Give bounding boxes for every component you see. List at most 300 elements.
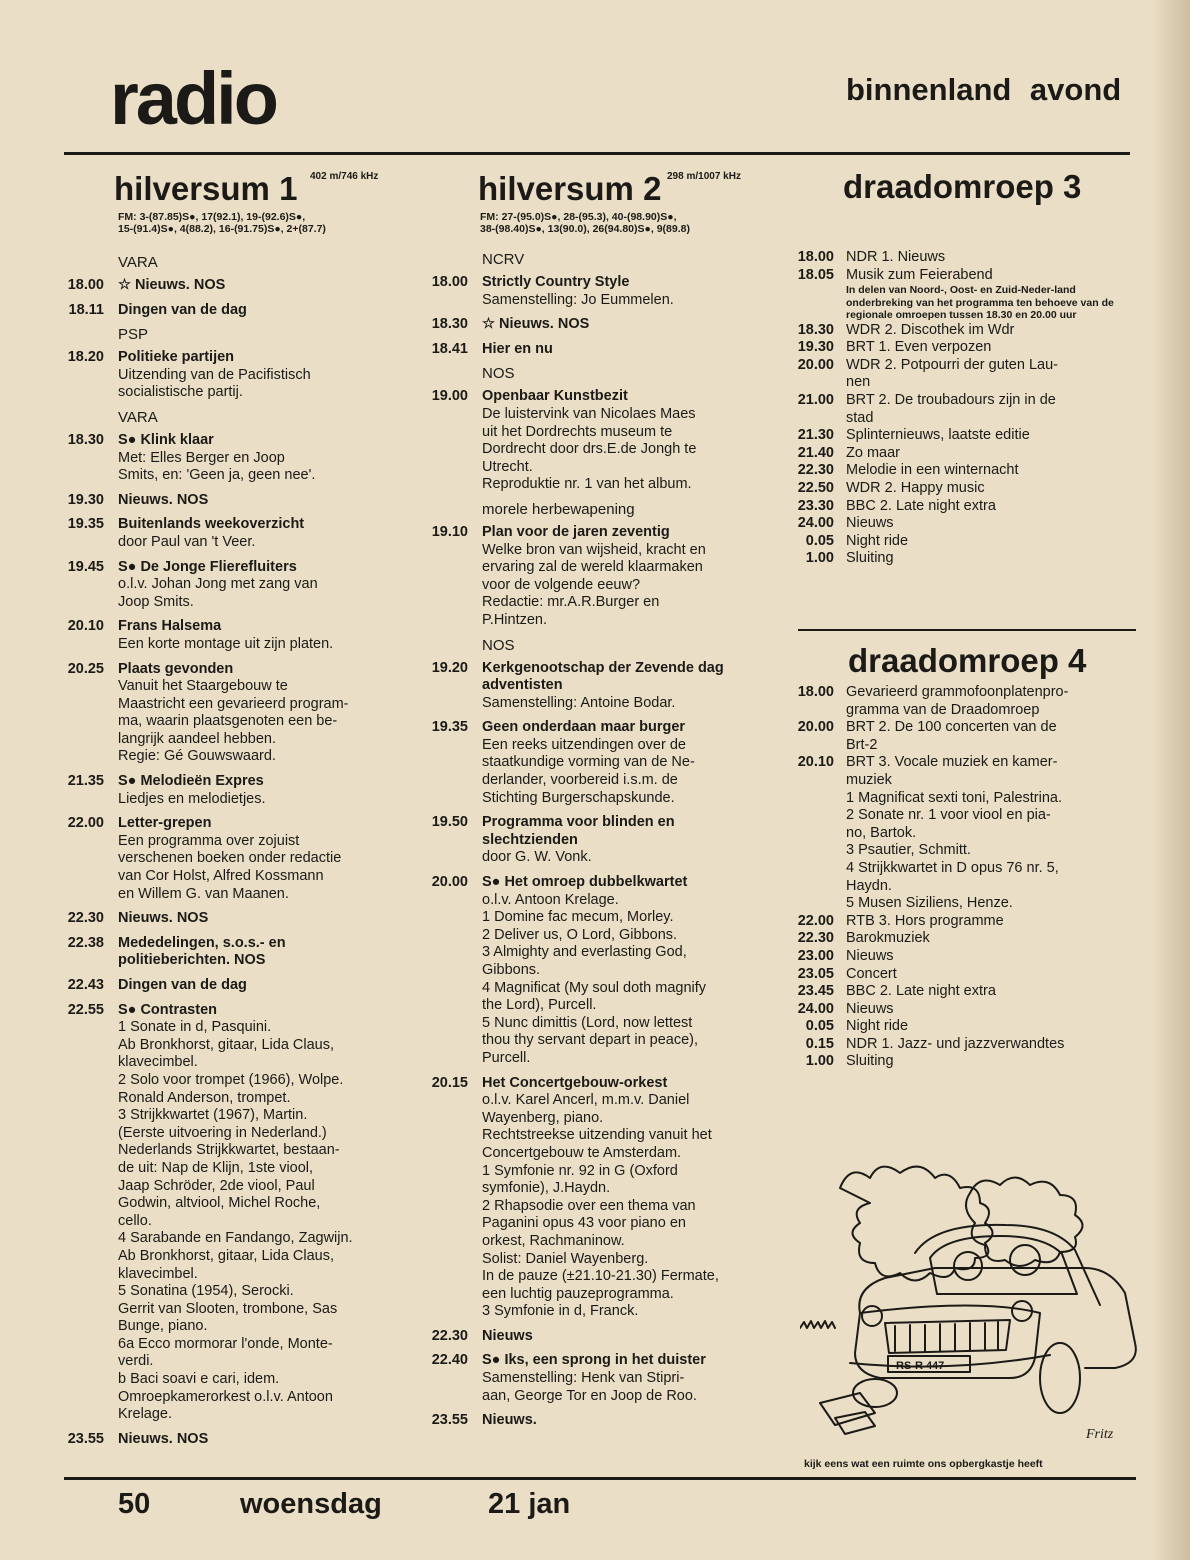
program-time: 20.10	[797, 754, 834, 771]
program-time: 22.38	[67, 934, 104, 951]
program-entry	[52, 935, 397, 970]
program-title: Programma voor blinden en	[482, 814, 675, 831]
program-details	[118, 349, 397, 402]
program-details	[846, 533, 1136, 551]
program-entry	[416, 341, 788, 359]
program-entry	[416, 316, 788, 334]
program-details	[846, 427, 1136, 445]
program-description: De luistervink van Nicolaes Maes	[482, 405, 696, 422]
program-title: S● Het omroep dubbelkwartet	[482, 874, 688, 891]
program-description: ervaring zal de wereld klaarmaken	[482, 559, 703, 576]
program-description: Purcell.	[482, 1049, 531, 1066]
program-title: Letter-grepen	[118, 815, 212, 832]
program-details	[118, 559, 397, 612]
page-edge-shadow	[1150, 0, 1190, 1560]
program-details	[846, 983, 1136, 1001]
program-time: 22.00	[797, 912, 834, 929]
program-details	[482, 660, 788, 713]
program-title: Nieuws	[846, 947, 894, 964]
program-description: verdi.	[118, 1353, 154, 1370]
program-title: Nieuws	[846, 515, 894, 532]
program-description: Solist: Daniel Wayenberg.	[482, 1250, 649, 1267]
program-description: gramma van de Draadomroep	[846, 701, 1040, 718]
program-entry	[796, 966, 1136, 984]
program-details	[482, 1352, 788, 1405]
draadomroep-4-heading: draadomroep 4	[848, 642, 1087, 679]
program-details	[846, 754, 1136, 912]
program-description: Een korte montage uit zijn platen.	[118, 635, 334, 652]
program-title: Melodie in een winternacht	[846, 462, 1019, 479]
program-details	[846, 913, 1136, 931]
program-title-cont: slechtzienden	[482, 831, 578, 848]
program-entry	[796, 339, 1136, 357]
program-entry	[52, 432, 397, 485]
program-time: 19.50	[431, 814, 468, 831]
program-entry	[52, 559, 397, 612]
program-title: Dingen van de dag	[118, 301, 247, 318]
program-entry	[796, 445, 1136, 463]
program-details	[118, 910, 397, 928]
hilversum-1-heading: hilversum 1	[114, 170, 298, 207]
program-details	[846, 1036, 1136, 1054]
program-description: 4 Sarabande en Fandango, Zagwijn.	[118, 1230, 353, 1247]
program-details	[846, 480, 1136, 498]
program-details	[846, 392, 1136, 427]
program-details	[482, 316, 788, 334]
program-entry	[796, 1053, 1136, 1071]
program-entry	[796, 357, 1136, 392]
program-description: Gerrit van Slooten, trombone, Sas	[118, 1300, 338, 1317]
program-details	[482, 1412, 788, 1430]
program-description: derlander, voorbereid i.s.m. de	[482, 772, 678, 789]
program-title: Sluiting	[846, 550, 894, 567]
program-description: Liedjes en melodietjes.	[118, 790, 266, 807]
program-description: van Cor Holst, Alfred Kossmann	[118, 868, 324, 885]
program-description: P.Hintzen.	[482, 611, 548, 628]
section-label: binnenland avond	[846, 72, 1122, 107]
program-description: Utrecht.	[482, 458, 533, 475]
program-time: 19.35	[67, 516, 104, 533]
program-time: 21.40	[797, 444, 834, 461]
program-entry	[796, 754, 1136, 912]
program-description: Jaap Schröder, 2de viool, Paul	[118, 1177, 315, 1194]
program-title: Dingen van de dag	[118, 977, 247, 993]
program-title-cont: politieberichten. NOS	[118, 952, 266, 969]
program-details	[118, 516, 397, 551]
program-time: 23.45	[797, 983, 834, 1000]
program-description: uit het Dordrechts museum te	[482, 423, 673, 440]
hilversum-1-fm: FM: 3-(87.85)S●, 17(92.1), 19-(92.6)S●, 15-(91.4)S●, 4(88.2), 16-(91.75)S●, 2+(87.7)	[118, 211, 326, 235]
program-description: Samenstelling: Antoine Bodar.	[482, 694, 676, 711]
program-time: 18.30	[797, 321, 834, 338]
program-details	[846, 498, 1136, 516]
program-entry	[796, 480, 1136, 498]
artist-signature: Fritz	[1086, 1427, 1114, 1442]
program-entry	[416, 814, 788, 867]
hilversum-2-fm: FM: 27-(95.0)S●, 28-(95.3), 40-(98.90)S●, 38-(98.40)S●, 13(90.0), 26(94.80)S●, 9(89.8)	[480, 211, 690, 235]
program-entry	[796, 983, 1136, 1001]
program-entry	[796, 515, 1136, 533]
cartoon-caption: kijk eens wat een ruimte ons opbergkastje heeft	[804, 1458, 1043, 1470]
program-description: Maastricht een gevarieerd program-	[118, 695, 349, 712]
program-time: 20.15	[431, 1074, 468, 1091]
program-description: stad	[846, 409, 874, 426]
hilversum-2-heading: hilversum 2	[478, 170, 662, 207]
program-time: 20.10	[67, 618, 104, 635]
program-entry	[796, 533, 1136, 551]
program-title: Gevarieerd grammofoonplatenpro-	[846, 684, 1069, 700]
driver-head-left	[954, 1252, 982, 1280]
tree-foliage	[840, 1167, 993, 1281]
program-time: 24.00	[797, 515, 834, 532]
program-description: 2 Rhapsodie over een thema van	[482, 1197, 696, 1214]
program-description: Samenstelling: Jo Eummelen.	[482, 291, 674, 308]
draadomroep-4-schedule	[796, 684, 1136, 1071]
program-entry	[52, 977, 397, 995]
program-details	[482, 874, 788, 1068]
program-title: BBC 2. Late night extra	[846, 497, 996, 514]
program-title: ☆ Nieuws. NOS	[482, 316, 590, 333]
program-description: Concertgebouw te Amsterdam.	[482, 1144, 682, 1161]
program-entry	[796, 684, 1136, 719]
program-entry	[52, 516, 397, 551]
program-title: RTB 3. Hors programme	[846, 912, 1004, 929]
program-title: Geen onderdaan maar burger	[482, 719, 686, 736]
program-title: WDR 2. Potpourri der guten Lau-	[846, 356, 1058, 373]
program-title: Het Concertgebouw-orkest	[482, 1074, 668, 1091]
program-time: 0.05	[805, 1018, 834, 1035]
program-entry	[796, 322, 1136, 340]
program-time: 18.00	[797, 249, 834, 265]
program-description: 3 Symfonie in d, Franck.	[482, 1303, 639, 1320]
program-description: klavecimbel.	[118, 1265, 198, 1282]
program-entry	[796, 913, 1136, 931]
program-description: 3 Almighty and everlasting God,	[482, 944, 687, 961]
program-title: BRT 2. De troubadours zijn in de	[846, 392, 1056, 409]
program-description: 1 Symfonie nr. 92 in G (Oxford	[482, 1162, 678, 1179]
program-details	[482, 274, 788, 309]
program-time: 20.00	[797, 719, 834, 736]
program-details	[118, 773, 397, 808]
program-description: de uit: Nap de Klijn, 1ste viool,	[118, 1159, 314, 1176]
program-time: 23.00	[797, 947, 834, 964]
program-description: Met: Elles Berger en Joop	[118, 449, 285, 466]
program-title: Kerkgenootschap der Zevende dag	[482, 659, 724, 676]
program-description: Samenstelling: Henk van Stipri-	[482, 1370, 685, 1387]
program-description: Ab Bronkhorst, gitaar, Lida Claus,	[118, 1247, 335, 1264]
hilversum-2-schedule	[416, 249, 788, 1437]
tree-foliage-right	[966, 1178, 1083, 1267]
program-time: 21.35	[67, 773, 104, 790]
car-grille	[885, 1320, 1010, 1353]
program-entry	[796, 267, 1136, 322]
program-details	[846, 948, 1136, 966]
program-description: Joop Smits.	[118, 593, 194, 610]
program-description: 4 Strijkkwartet in D opus 76 nr. 5,	[846, 859, 1059, 876]
program-details	[846, 515, 1136, 533]
program-entry	[416, 1412, 788, 1430]
program-title: Night ride	[846, 532, 909, 549]
program-description: symfonie), J.Haydn.	[482, 1180, 611, 1197]
program-description: Ronald Anderson, trompet.	[118, 1089, 291, 1106]
program-description: en Willem G. van Maanen.	[118, 885, 289, 902]
program-title: Openbaar Kunstbezit	[482, 388, 628, 405]
program-details	[118, 492, 397, 510]
program-description: Gibbons.	[482, 962, 541, 978]
program-details	[118, 935, 397, 970]
program-description: klavecimbel.	[118, 1054, 198, 1071]
program-time: 23.05	[797, 965, 834, 982]
program-details	[846, 719, 1136, 754]
program-description: Een reeks uitzendingen over de	[482, 736, 686, 753]
program-description: cello.	[118, 1212, 152, 1229]
program-time: 22.40	[431, 1352, 468, 1369]
program-description: 3 Psautier, Schmitt.	[846, 842, 971, 859]
program-title: Musik zum Feierabend	[846, 266, 993, 283]
program-description: staatkundige vorming van de Ne-	[482, 754, 695, 771]
program-description: 3 Strijkkwartet (1967), Martin.	[118, 1107, 308, 1124]
program-title: Nieuws.	[482, 1412, 537, 1429]
program-title: BBC 2. Late night extra	[846, 983, 996, 1000]
program-description: Dordrecht door drs.E.de Jongh te	[482, 441, 697, 458]
luggage	[820, 1393, 875, 1434]
program-description: (Eerste uitvoering in Nederland.)	[118, 1124, 327, 1141]
program-description: Vanuit het Staargebouw te	[118, 678, 288, 695]
program-details	[118, 1431, 397, 1449]
program-description: orkest, Rachmaninow.	[482, 1232, 625, 1249]
network-label: PSP	[118, 326, 149, 344]
program-title: BRT 3. Vocale muziek en kamer-	[846, 754, 1058, 771]
program-entry	[52, 302, 397, 320]
hilversum-1-schedule	[52, 252, 397, 1455]
program-title: WDR 2. Discothek im Wdr	[846, 321, 1015, 338]
program-time: 18.00	[797, 684, 834, 700]
program-title: Zo maar	[846, 444, 900, 461]
program-title: Nieuws	[846, 1000, 894, 1017]
program-entry	[796, 427, 1136, 445]
program-time: 22.50	[797, 480, 834, 497]
program-title: S● Contrasten	[118, 1001, 217, 1018]
program-title: Plaats gevonden	[118, 660, 234, 677]
program-description: Redactie: mr.A.R.Burger en	[482, 594, 660, 611]
program-title: Nieuws. NOS	[118, 491, 209, 508]
wheel-right	[1040, 1343, 1080, 1413]
program-details	[846, 249, 1136, 267]
program-description: een luchtig pauzeprogramma.	[482, 1285, 674, 1302]
hilversum-1-frequency: 402 m/746 kHz	[310, 171, 379, 182]
program-entry	[416, 388, 788, 494]
program-entry	[796, 550, 1136, 568]
program-title: NDR 1. Nieuws	[846, 249, 946, 265]
footer-day: woensdag	[240, 1488, 382, 1520]
program-title: Sluiting	[846, 1053, 894, 1070]
network-label: VARA	[118, 254, 158, 271]
program-description: 1 Magnificat sexti toni, Palestrina.	[846, 789, 1062, 806]
program-title: Concert	[846, 965, 897, 982]
program-entry	[52, 349, 397, 402]
program-entry	[796, 930, 1136, 948]
draadomroep-3-heading: draadomroep 3	[843, 168, 1082, 205]
program-time: 1.00	[805, 1053, 834, 1070]
program-entry	[416, 524, 788, 630]
program-time: 18.11	[68, 301, 104, 318]
program-description: Uitzending van de Pacifistisch	[118, 366, 311, 383]
program-description: Haydn.	[846, 877, 892, 894]
network-label: morele herbewapening	[482, 500, 635, 518]
program-entry	[52, 773, 397, 808]
program-details	[846, 684, 1136, 719]
program-time: 19.30	[67, 491, 104, 508]
program-description: verschenen boeken onder redactie	[118, 850, 342, 867]
program-details	[118, 618, 397, 653]
footer-date: 21 jan	[488, 1488, 571, 1520]
program-details	[118, 432, 397, 485]
draadomroep-3-schedule	[796, 249, 1136, 568]
program-time: 18.41	[431, 340, 468, 357]
program-time: 22.30	[67, 910, 104, 927]
program-entry	[416, 274, 788, 309]
program-title: S● Melodieën Expres	[118, 773, 264, 790]
program-entry	[52, 661, 397, 767]
program-title: S● Iks, een sprong in het duister	[482, 1352, 706, 1369]
program-time: 18.00	[67, 277, 104, 293]
license-plate-text: RS-R 447	[896, 1360, 945, 1372]
program-description: Smits, en: 'Geen ja, geen nee'.	[118, 467, 316, 484]
program-details	[118, 815, 397, 903]
program-time: 18.00	[431, 274, 468, 290]
program-details	[846, 930, 1136, 948]
program-description: Stichting Burgerschapskunde.	[482, 789, 675, 806]
program-details	[846, 550, 1136, 568]
program-title: S● De Jonge Flierefluiters	[118, 558, 297, 575]
program-details	[846, 1018, 1136, 1036]
program-entry	[52, 815, 397, 903]
program-description: socialistische partij.	[118, 384, 243, 401]
program-details	[118, 277, 397, 295]
car-cartoon	[800, 1148, 1140, 1448]
program-entry	[52, 277, 397, 295]
program-entry	[796, 1001, 1136, 1019]
program-title: Mededelingen, s.o.s.- en	[118, 934, 286, 951]
program-entry	[52, 618, 397, 653]
program-time: 23.55	[431, 1412, 468, 1429]
program-time: 0.05	[805, 532, 834, 549]
program-entry	[52, 1002, 397, 1424]
program-title: Buitenlands weekoverzicht	[118, 516, 305, 533]
program-description: nen	[846, 374, 871, 391]
program-details	[118, 302, 397, 320]
program-description: o.l.v. Antoon Krelage.	[482, 891, 619, 908]
page-title: radio	[110, 57, 276, 140]
program-title: Hier en nu	[482, 340, 553, 357]
program-details	[118, 977, 397, 995]
program-description: 2 Solo voor trompet (1966), Wolpe.	[118, 1071, 344, 1088]
network-label: VARA	[118, 408, 158, 426]
program-details	[846, 339, 1136, 357]
program-description: the Lord), Purcell.	[482, 997, 597, 1014]
program-description: door G. W. Vonk.	[482, 849, 592, 866]
program-entry	[796, 1036, 1136, 1054]
program-description: o.l.v. Karel Ancerl, m.m.v. Daniel	[482, 1092, 690, 1109]
program-note: In delen van Noord-, Oost- en Zuid-Neder-land onderbreking van het programma ten behoeve van de regionale omroepen tussen 18.30 en 20.00 uur	[846, 284, 1114, 322]
program-time: 19.30	[797, 339, 834, 356]
program-time: 21.30	[797, 427, 834, 444]
program-title: Nieuws. NOS	[118, 910, 209, 927]
program-details	[846, 966, 1136, 984]
program-time: 22.30	[797, 462, 834, 479]
program-description: door Paul van 't Veer.	[118, 533, 256, 550]
program-time: 22.43	[67, 977, 104, 993]
program-time: 22.30	[797, 930, 834, 947]
program-details	[846, 1053, 1136, 1071]
program-title: BRT 2. De 100 concerten van de	[846, 719, 1057, 736]
program-time: 21.00	[797, 392, 834, 409]
program-description: 1 Sonate in d, Pasquini.	[118, 1019, 272, 1036]
program-description: o.l.v. Johan Jong met zang van	[118, 576, 318, 593]
program-details	[846, 357, 1136, 392]
program-details	[482, 388, 788, 494]
program-description: Een programma over zojuist	[118, 832, 300, 849]
top-rule	[64, 152, 1130, 155]
program-time: 23.55	[67, 1430, 104, 1447]
program-title: Barokmuziek	[846, 930, 930, 947]
program-description: voor de volgende eeuw?	[482, 576, 641, 593]
program-details	[482, 1328, 788, 1346]
grass	[800, 1321, 835, 1328]
program-time: 19.35	[431, 719, 468, 736]
program-description: Omroepkamerorkest o.l.v. Antoon	[118, 1388, 333, 1405]
program-description: ma, waarin plaatsgenoten een be-	[118, 713, 338, 730]
program-time: 0.15	[805, 1035, 834, 1052]
program-description: 4 Magnificat (My soul doth magnify	[482, 979, 707, 996]
program-time: 18.05	[797, 266, 834, 283]
program-description: Godwin, altviool, Michel Roche,	[118, 1195, 321, 1212]
program-entry	[416, 1352, 788, 1405]
program-time: 24.00	[797, 1000, 834, 1017]
program-time: 20.25	[67, 660, 104, 677]
program-entry	[796, 719, 1136, 754]
program-entry	[796, 948, 1136, 966]
program-time: 20.00	[797, 356, 834, 373]
program-time: 1.00	[805, 550, 834, 567]
program-entry	[416, 1075, 788, 1321]
program-title-cont: adventisten	[482, 677, 563, 694]
program-description: muziek	[846, 771, 892, 788]
program-time: 19.45	[67, 558, 104, 575]
program-time: 19.00	[431, 388, 468, 405]
program-description: 6a Ecco mormorar l'onde, Monte-	[118, 1335, 333, 1352]
program-details	[846, 267, 1136, 322]
program-time: 22.55	[67, 1001, 104, 1018]
program-entry	[796, 498, 1136, 516]
program-time: 18.30	[431, 316, 468, 333]
program-description: In de pauze (±21.10-21.30) Fermate,	[482, 1268, 719, 1285]
program-entry	[416, 719, 788, 807]
program-description: 5 Sonatina (1954), Serocki.	[118, 1283, 294, 1300]
program-entry	[416, 660, 788, 713]
program-details	[482, 341, 788, 359]
program-details	[118, 1002, 397, 1424]
program-description: b Baci soavi e cari, idem.	[118, 1371, 280, 1388]
program-title: BRT 1. Even verpozen	[846, 339, 992, 356]
program-description: Nederlands Strijkkwartet, bestaan-	[118, 1142, 340, 1159]
program-entry	[52, 910, 397, 928]
program-title: ☆ Nieuws. NOS	[118, 277, 226, 293]
program-time: 19.10	[431, 523, 468, 540]
program-title: Night ride	[846, 1018, 909, 1035]
program-description: Ab Bronkhorst, gitaar, Lida Claus,	[118, 1036, 335, 1053]
page-number: 50	[118, 1488, 151, 1520]
